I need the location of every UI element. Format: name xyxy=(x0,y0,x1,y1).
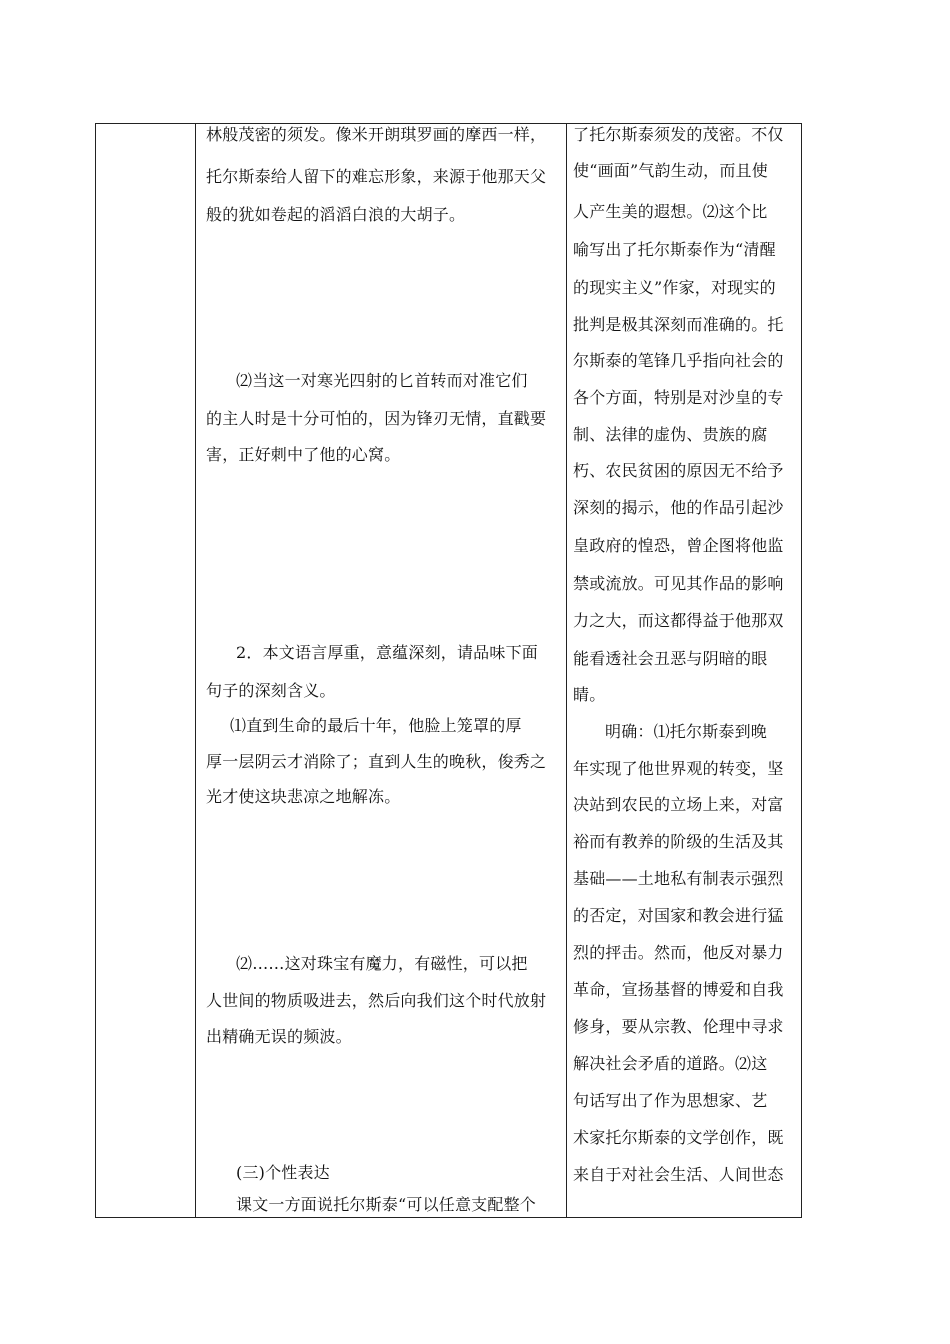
answer-2-line: 年实现了他世界观的转变，坚 xyxy=(573,759,784,778)
answer-line: 朽、农民贫困的原因无不给予 xyxy=(573,461,784,480)
answer-2-line: 基础——土地私有制表示强烈 xyxy=(573,869,784,888)
sentence-2-line: 出精确无误的频波。 xyxy=(206,1027,352,1046)
answer-line: 使“画面”气韵生动，而且使 xyxy=(573,161,768,180)
answer-line: 各个方面，特别是对沙皇的专 xyxy=(573,388,784,407)
answer-2-line: 裕而有教养的阶级的生活及其 xyxy=(573,832,784,851)
intro-line: 林般茂密的须发。像米开朗琪罗画的摩西一样， xyxy=(206,125,547,144)
answer-column xyxy=(567,124,801,1217)
intro-line: 般的犹如卷起的滔滔白浪的大胡子。 xyxy=(206,205,466,224)
task-2-prompt: 2．本文语言厚重，意蕴深刻，请品味下面 xyxy=(236,643,538,662)
sentence-1-line: ⑴直到生命的最后十年，他脸上笼罩的厚 xyxy=(230,716,522,735)
answer-line: 能看透社会丑恶与阴暗的眼 xyxy=(573,649,768,668)
answer-2-line: 明确：⑴托尔斯泰到晚 xyxy=(605,722,768,741)
answer-line: 尔斯泰的笔锋几乎指向社会的 xyxy=(573,351,784,370)
question-column xyxy=(196,124,566,1217)
answer-line: 喻写出了托尔斯泰作为“清醒 xyxy=(573,240,776,259)
answer-line: 的现实主义”作家，对现实的 xyxy=(573,278,776,297)
answer-line: 制、法律的虚伪、贵族的腐 xyxy=(573,425,768,444)
empty-first-column xyxy=(96,124,195,1217)
answer-line: 深刻的揭示，他的作品引起沙 xyxy=(573,498,784,517)
section-heading: (三)个性表达 xyxy=(236,1163,330,1182)
quote-2-line: ⑵当这一对寒光四射的匕首转而对准它们 xyxy=(236,371,528,390)
answer-line: 批判是极其深刻而准确的。托 xyxy=(573,315,784,334)
quote-2-line: 的主人时是十分可怕的，因为锋刃无情，直戳要 xyxy=(206,409,547,428)
personal-expression-prompt: 课文一方面说托尔斯泰“可以任意支配整个 xyxy=(236,1195,536,1214)
answer-2-line: 句话写出了作为思想家、艺 xyxy=(573,1091,768,1110)
answer-line: 皇政府的惶恐，曾企图将他监 xyxy=(573,536,784,555)
sentence-2-line: ⑵……这对珠宝有魔力，有磁性，可以把 xyxy=(236,954,528,973)
lesson-table xyxy=(95,123,802,1218)
task-2-prompt: 句子的深刻含义。 xyxy=(206,681,336,700)
answer-2-line: 革命，宣扬基督的博爱和自我 xyxy=(573,980,784,999)
answer-2-line: 来自于对社会生活、人间世态 xyxy=(573,1165,784,1184)
answer-line: 人产生美的遐想。⑵这个比 xyxy=(573,202,768,221)
answer-line: 了托尔斯泰须发的茂密。不仅 xyxy=(573,125,784,144)
answer-line: 睛。 xyxy=(573,685,606,704)
answer-2-line: 烈的抨击。然而，他反对暴力 xyxy=(573,943,784,962)
sentence-2-line: 人世间的物质吸进去，然后向我们这个时代放射 xyxy=(206,991,547,1010)
answer-2-line: 解决社会矛盾的道路。⑵这 xyxy=(573,1054,768,1073)
answer-2-line: 修身，要从宗教、伦理中寻求 xyxy=(573,1017,784,1036)
answer-2-line: 决站到农民的立场上来，对富 xyxy=(573,795,784,814)
intro-line: 托尔斯泰给人留下的难忘形象，来源于他那天父 xyxy=(206,167,547,186)
answer-line: 力之大，而这都得益于他那双 xyxy=(573,611,784,630)
sentence-1-line: 光才使这块悲凉之地解冻。 xyxy=(206,787,401,806)
answer-line: 禁或流放。可见其作品的影响 xyxy=(573,574,784,593)
answer-2-line: 术家托尔斯泰的文学创作，既 xyxy=(573,1128,784,1147)
sentence-1-line: 厚一层阴云才消除了；直到人生的晚秋，俊秀之 xyxy=(206,752,547,771)
answer-2-line: 的否定，对国家和教会进行猛 xyxy=(573,906,784,925)
quote-2-line: 害，正好刺中了他的心窝。 xyxy=(206,445,401,464)
